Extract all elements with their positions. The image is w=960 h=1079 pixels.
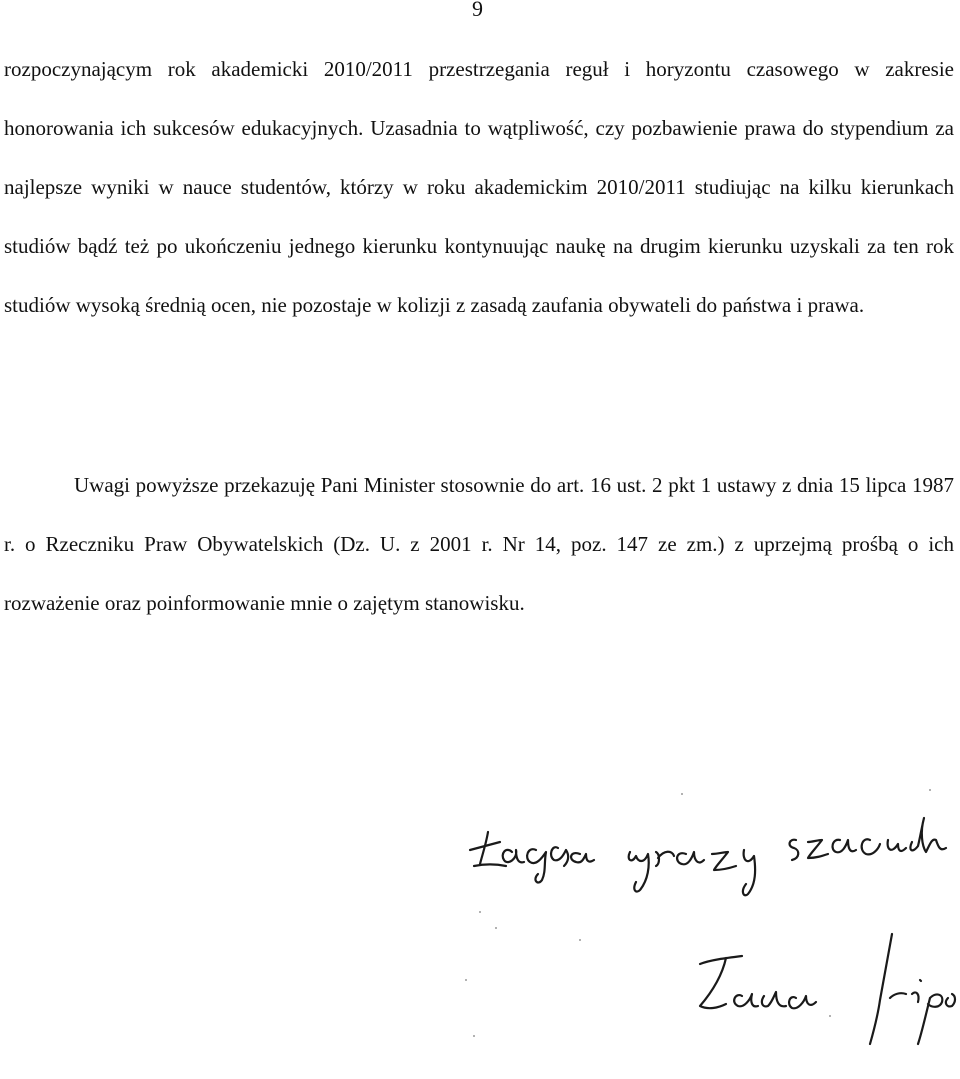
- page-number: 9: [472, 0, 483, 21]
- body-paragraph-1: rozpoczynającym rok akademicki 2010/2011 przestrzegania reguł i horyzontu czasowego w zakresie honorowania ich sukcesów edukacyjnych. Uzasadnia to wątpliwość, czy pozbawienie prawa do stypendium za najlepsze wyniki w nauce studentów, którzy w roku akademickim 2010/2011 studiując na kilku kierunkach studiów bądź też po ukończeniu jednego kierunku kontynuując naukę na drugim kierunku uzyskali za ten rok studiów wysoką średnią ocen, nie pozostaje w kolizji z zasadą zaufania obywateli do państwa i prawa.: [4, 57, 954, 317]
- handwritten-signature: [460, 780, 960, 1079]
- signature-image: [460, 780, 960, 1079]
- body-paragraph-2: Uwagi powyższe przekazuję Pani Minister stosownie do art. 16 ust. 2 pkt 1 ustawy z dnia 15 lipca 1987 r. o Rzeczniku Praw Obywatelskich (Dz. U. z 2001 r. Nr 14, poz. 147 ze zm.) z uprzejmą prośbą o ich rozważenie oraz poinformowanie mnie o zajętym stanowisku.: [4, 473, 954, 615]
